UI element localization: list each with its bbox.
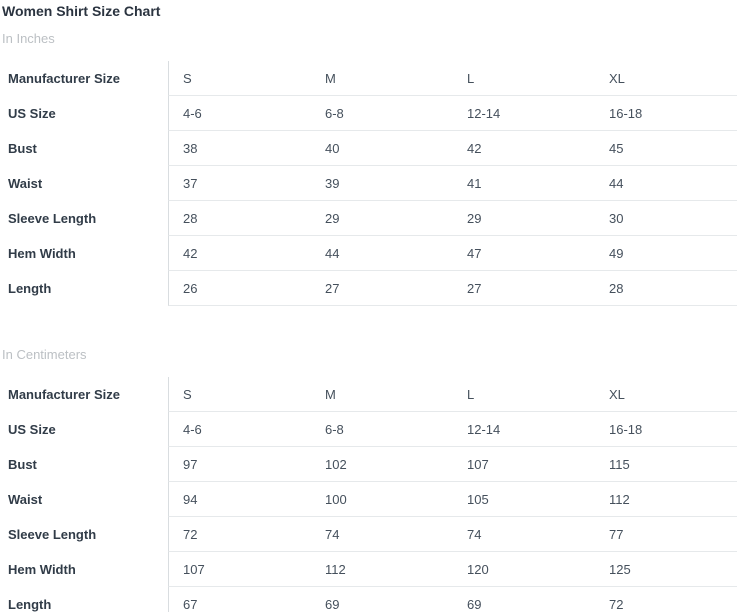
size-cell: 67 (183, 596, 198, 612)
size-cell: 28 (609, 280, 624, 296)
section-subtitle-inches: In Inches (2, 31, 55, 46)
size-cell: 112 (609, 491, 630, 507)
size-cell: 6-8 (325, 421, 344, 437)
row-values (168, 587, 737, 612)
size-table-centimeters (0, 377, 737, 612)
size-cell: L (467, 386, 475, 402)
table-row (0, 552, 737, 587)
table-row (0, 517, 737, 552)
size-cell: 29 (467, 210, 482, 226)
row-label: Hem Width (8, 562, 76, 577)
size-cell: XL (609, 70, 625, 86)
size-cell: XL (609, 386, 625, 402)
size-cell: 69 (325, 596, 340, 612)
section-subtitle-centimeters: In Centimeters (2, 347, 87, 362)
row-values (168, 61, 737, 96)
size-cell: 44 (609, 175, 624, 191)
size-cell: 45 (609, 140, 624, 156)
size-cell: 42 (183, 245, 198, 261)
row-values (168, 236, 737, 271)
size-cell: 74 (325, 526, 340, 542)
size-cell: 125 (609, 561, 631, 577)
row-label: Sleeve Length (8, 211, 97, 226)
row-label: Manufacturer Size (8, 71, 120, 86)
row-label: Bust (8, 141, 37, 156)
size-cell: S (183, 70, 192, 86)
size-cell: M (325, 386, 336, 402)
size-cell: 120 (467, 561, 489, 577)
table-row (0, 96, 737, 131)
size-cell: 12-14 (467, 421, 501, 437)
size-cell: 16-18 (609, 105, 643, 121)
row-label: Hem Width (8, 246, 76, 261)
row-label: Manufacturer Size (8, 387, 120, 402)
row-label: Sleeve Length (8, 527, 97, 542)
size-cell: 72 (183, 526, 198, 542)
section-inches (0, 31, 737, 306)
row-values (168, 166, 737, 201)
size-cell: 94 (183, 491, 198, 507)
row-values (168, 412, 737, 447)
size-cell: 39 (325, 175, 340, 191)
size-cell: 12-14 (467, 105, 501, 121)
size-cell: 107 (183, 561, 205, 577)
row-label: Waist (8, 492, 43, 507)
size-cell: 27 (467, 280, 482, 296)
row-values (168, 517, 737, 552)
size-cell: 49 (609, 245, 624, 261)
size-cell: 77 (609, 526, 624, 542)
row-label: Length (8, 281, 52, 296)
size-cell: 29 (325, 210, 340, 226)
table-row (0, 377, 737, 412)
size-cell: L (467, 70, 475, 86)
size-cell: 4-6 (183, 105, 202, 121)
table-row (0, 447, 737, 482)
table-row (0, 61, 737, 96)
size-cell: 107 (467, 456, 489, 472)
size-cell: 69 (467, 596, 482, 612)
size-table-inches (0, 61, 737, 306)
row-label: Waist (8, 176, 43, 191)
row-label: US Size (8, 106, 56, 121)
row-values (168, 131, 737, 166)
table-row (0, 166, 737, 201)
size-cell: 4-6 (183, 421, 202, 437)
row-label: US Size (8, 422, 56, 437)
table-row (0, 482, 737, 517)
size-cell: 38 (183, 140, 198, 156)
size-cell: 30 (609, 210, 624, 226)
size-cell: 105 (467, 491, 489, 507)
row-label: Bust (8, 457, 37, 472)
size-cell: 100 (325, 491, 347, 507)
size-cell: 115 (609, 456, 630, 472)
size-cell: 42 (467, 140, 482, 156)
size-cell: 44 (325, 245, 340, 261)
size-cell: 37 (183, 175, 198, 191)
row-label: Length (8, 597, 52, 612)
row-values (168, 447, 737, 482)
row-values (168, 201, 737, 236)
size-cell: 112 (325, 561, 346, 577)
size-cell: 72 (609, 596, 624, 612)
row-values (168, 377, 737, 412)
size-cell: M (325, 70, 336, 86)
size-cell: 41 (467, 175, 482, 191)
table-row (0, 201, 737, 236)
size-cell: 40 (325, 140, 340, 156)
table-row (0, 131, 737, 166)
table-row (0, 412, 737, 447)
size-cell: 47 (467, 245, 482, 261)
size-cell: 97 (183, 456, 198, 472)
row-values (168, 96, 737, 131)
row-values (168, 552, 737, 587)
table-row (0, 271, 737, 306)
page-title: Women Shirt Size Chart (2, 3, 161, 19)
section-centimeters (0, 347, 737, 612)
size-cell: 26 (183, 280, 198, 296)
size-cell: 16-18 (609, 421, 643, 437)
row-values (168, 271, 737, 306)
size-cell: 74 (467, 526, 482, 542)
table-row (0, 236, 737, 271)
size-cell: 6-8 (325, 105, 344, 121)
size-cell: S (183, 386, 192, 402)
row-values (168, 482, 737, 517)
size-cell: 102 (325, 456, 347, 472)
table-row (0, 587, 737, 612)
size-cell: 27 (325, 280, 340, 296)
size-cell: 28 (183, 210, 198, 226)
